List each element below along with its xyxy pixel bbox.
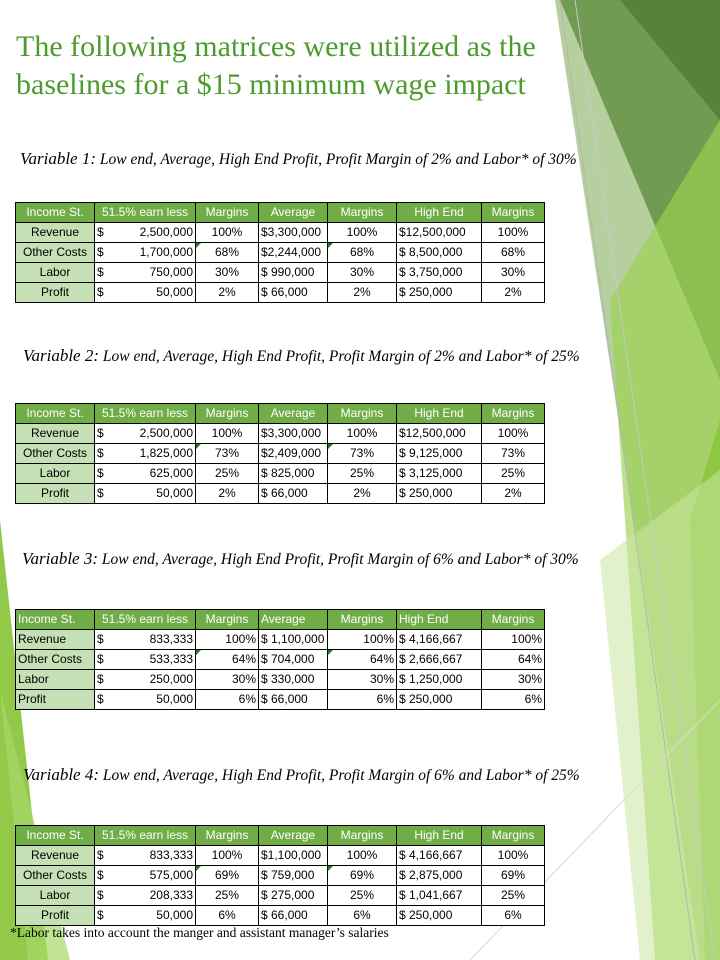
table-row [16, 484, 545, 504]
average-value: $ 1,100,000 [259, 630, 328, 650]
dollar-sign: $ [95, 670, 114, 690]
low-end-value: 1,700,000 [111, 243, 196, 263]
variable-2-heading [23, 346, 583, 367]
low-end-value: 575,000 [114, 866, 196, 886]
low-end-margin: 64% [196, 650, 259, 670]
header-margins: Margins [482, 404, 545, 424]
low-end-value: 833,333 [114, 630, 196, 650]
table-row [16, 906, 545, 926]
row-label: Profit [16, 906, 95, 926]
high-end-value: $ 250,000 [397, 283, 482, 303]
row-label: Revenue [16, 424, 95, 444]
low-end-value: 750,000 [111, 263, 196, 283]
header-margins: Margins [328, 826, 397, 846]
average-value: $ 275,000 [259, 886, 328, 906]
dollar-sign: $ [95, 243, 111, 263]
header-margins: Margins [196, 610, 259, 630]
variable-2-table [15, 403, 545, 504]
header-average: Average [259, 404, 328, 424]
high-end-margin: 73% [482, 444, 545, 464]
variable-4-heading [23, 765, 583, 786]
variable-1-table [15, 202, 545, 303]
dollar-sign: $ [95, 424, 111, 444]
average-value: $ 330,000 [259, 670, 328, 690]
row-label: Other Costs [16, 650, 95, 670]
header-income-statement: Income St. [16, 404, 95, 424]
high-end-value: $ 250,000 [397, 484, 482, 504]
dollar-sign: $ [95, 263, 111, 283]
header-low-end: 51.5% earn less [95, 203, 196, 223]
row-label: Revenue [16, 223, 95, 243]
high-end-value: $ 2,666,667 [397, 650, 482, 670]
high-end-value: $ 3,125,000 [397, 464, 482, 484]
header-margins: Margins [482, 203, 545, 223]
header-high-end: High End [397, 404, 482, 424]
average-margin: 64% [328, 650, 397, 670]
high-end-margin: 2% [482, 484, 545, 504]
row-label: Profit [16, 690, 95, 710]
table-row [16, 650, 545, 670]
high-end-value: $ 250,000 [397, 690, 482, 710]
row-label: Labor [16, 263, 95, 283]
high-end-margin: 6% [482, 690, 545, 710]
dollar-sign: $ [95, 846, 114, 866]
variable-2-lead: Variable 2: [23, 346, 100, 365]
average-margin: 100% [328, 223, 397, 243]
average-margin: 100% [328, 846, 397, 866]
table-row [16, 866, 545, 886]
average-margin: 2% [328, 283, 397, 303]
table-row [16, 846, 545, 866]
header-high-end: High End [397, 203, 482, 223]
table-row [16, 424, 545, 444]
high-end-margin: 100% [482, 630, 545, 650]
low-end-value: 833,333 [114, 846, 196, 866]
high-end-value: $ 4,166,667 [397, 630, 482, 650]
header-margins: Margins [196, 404, 259, 424]
high-end-margin: 69% [482, 866, 545, 886]
high-end-margin: 68% [482, 243, 545, 263]
table-row [16, 630, 545, 650]
low-end-margin: 30% [196, 263, 259, 283]
dollar-sign: $ [95, 484, 111, 504]
low-end-margin: 25% [196, 464, 259, 484]
low-end-margin: 2% [196, 283, 259, 303]
average-margin: 73% [328, 444, 397, 464]
table-row [16, 444, 545, 464]
low-end-value: 50,000 [111, 484, 196, 504]
row-label: Profit [16, 484, 95, 504]
average-margin: 30% [328, 263, 397, 283]
low-end-margin: 100% [196, 424, 259, 444]
header-income-statement: Income St. [16, 610, 95, 630]
variable-3-lead: Variable 3: [22, 549, 99, 568]
average-value: $ 66,000 [259, 283, 328, 303]
average-margin: 6% [328, 906, 397, 926]
header-income-statement: Income St. [16, 826, 95, 846]
row-label: Labor [16, 886, 95, 906]
variable-4-table [15, 825, 545, 926]
dollar-sign: $ [95, 650, 114, 670]
low-end-value: 625,000 [111, 464, 196, 484]
high-end-margin: 2% [482, 283, 545, 303]
header-income-statement: Income St. [16, 203, 95, 223]
high-end-margin: 30% [482, 263, 545, 283]
average-value: $2,409,000 [259, 444, 328, 464]
low-end-margin: 6% [196, 906, 259, 926]
low-end-margin: 25% [196, 886, 259, 906]
low-end-margin: 30% [196, 670, 259, 690]
high-end-margin: 30% [482, 670, 545, 690]
dollar-sign: $ [95, 906, 114, 926]
average-margin: 6% [328, 690, 397, 710]
header-margins: Margins [196, 826, 259, 846]
average-value: $ 704,000 [259, 650, 328, 670]
low-end-margin: 100% [196, 630, 259, 650]
header-high-end: High End [397, 610, 482, 630]
dollar-sign: $ [95, 886, 114, 906]
header-low-end: 51.5% earn less [95, 404, 196, 424]
dollar-sign: $ [95, 283, 111, 303]
header-average: Average [259, 203, 328, 223]
table-row [16, 243, 545, 263]
average-value: $3,300,000 [259, 223, 328, 243]
row-label: Labor [16, 464, 95, 484]
average-margin: 30% [328, 670, 397, 690]
average-value: $1,100,000 [259, 846, 328, 866]
average-margin: 2% [328, 484, 397, 504]
low-end-value: 50,000 [114, 690, 196, 710]
average-value: $3,300,000 [259, 424, 328, 444]
variable-4-lead: Variable 4: [23, 765, 100, 784]
low-end-margin: 2% [196, 484, 259, 504]
variable-1-heading [20, 149, 580, 170]
low-end-value: 533,333 [114, 650, 196, 670]
high-end-margin: 25% [482, 464, 545, 484]
row-label: Other Costs [16, 444, 95, 464]
table-header-row [16, 404, 545, 424]
dollar-sign: $ [95, 630, 114, 650]
dollar-sign: $ [95, 690, 114, 710]
header-low-end: 51.5% earn less [95, 610, 196, 630]
high-end-margin: 64% [482, 650, 545, 670]
high-end-value: $ 2,875,000 [397, 866, 482, 886]
low-end-margin: 73% [196, 444, 259, 464]
average-value: $ 66,000 [259, 906, 328, 926]
table-row [16, 283, 545, 303]
high-end-value: $ 250,000 [397, 906, 482, 926]
header-margins: Margins [328, 203, 397, 223]
header-low-end: 51.5% earn less [95, 826, 196, 846]
low-end-value: 2,500,000 [111, 424, 196, 444]
header-margins: Margins [196, 203, 259, 223]
row-label: Revenue [16, 846, 95, 866]
high-end-margin: 100% [482, 424, 545, 444]
average-margin: 100% [328, 424, 397, 444]
table-row [16, 670, 545, 690]
average-value: $ 825,000 [259, 464, 328, 484]
variable-3-description: Low end, Average, High End Profit, Profit Margin of 6% and Labor* of 30% [98, 551, 579, 568]
high-end-value: $ 3,750,000 [397, 263, 482, 283]
average-value: $ 66,000 [259, 484, 328, 504]
header-average: Average [259, 826, 328, 846]
low-end-margin: 68% [196, 243, 259, 263]
average-margin: 25% [328, 886, 397, 906]
table-header-row [16, 203, 545, 223]
average-value: $ 66,000 [259, 690, 328, 710]
low-end-value: 250,000 [114, 670, 196, 690]
row-label: Revenue [16, 630, 95, 650]
high-end-value: $ 4,166,667 [397, 846, 482, 866]
low-end-margin: 100% [196, 223, 259, 243]
high-end-value: $ 1,250,000 [397, 670, 482, 690]
average-margin: 68% [328, 243, 397, 263]
low-end-value: 50,000 [111, 283, 196, 303]
high-end-margin: 25% [482, 886, 545, 906]
high-end-value: $ 1,041,667 [397, 886, 482, 906]
table-row [16, 886, 545, 906]
low-end-margin: 69% [196, 866, 259, 886]
high-end-value: $12,500,000 [397, 424, 482, 444]
low-end-margin: 6% [196, 690, 259, 710]
average-margin: 100% [328, 630, 397, 650]
average-margin: 25% [328, 464, 397, 484]
variable-1-lead: Variable 1: [20, 149, 97, 168]
dollar-sign: $ [95, 464, 111, 484]
row-label: Other Costs [16, 243, 95, 263]
table-row [16, 690, 545, 710]
row-label: Other Costs [16, 866, 95, 886]
table-header-row [16, 826, 545, 846]
high-end-margin: 100% [482, 846, 545, 866]
high-end-margin: 100% [482, 223, 545, 243]
dollar-sign: $ [95, 866, 114, 886]
variable-4-description: Low end, Average, High End Profit, Profit Margin of 6% and Labor* of 25% [99, 767, 580, 784]
dollar-sign: $ [95, 444, 111, 464]
footnote: *Labor takes into account the manger and assistant manager’s salaries [10, 925, 389, 940]
variable-3-heading [22, 549, 582, 570]
header-margins: Margins [482, 610, 545, 630]
header-high-end: High End [397, 826, 482, 846]
low-end-value: 1,825,000 [111, 444, 196, 464]
variable-3-table [15, 609, 545, 710]
average-value: $ 990,000 [259, 263, 328, 283]
high-end-margin: 6% [482, 906, 545, 926]
row-label: Profit [16, 283, 95, 303]
table-header-row [16, 610, 545, 630]
header-margins: Margins [328, 610, 397, 630]
header-margins: Margins [328, 404, 397, 424]
low-end-margin: 100% [196, 846, 259, 866]
average-margin: 69% [328, 866, 397, 886]
high-end-value: $12,500,000 [397, 223, 482, 243]
low-end-value: 50,000 [114, 906, 196, 926]
dollar-sign: $ [95, 223, 111, 243]
variable-2-description: Low end, Average, High End Profit, Profit Margin of 2% and Labor* of 25% [99, 348, 580, 365]
header-margins: Margins [482, 826, 545, 846]
high-end-value: $ 8,500,000 [397, 243, 482, 263]
row-label: Labor [16, 670, 95, 690]
table-row [16, 464, 545, 484]
high-end-value: $ 9,125,000 [397, 444, 482, 464]
average-value: $ 759,000 [259, 866, 328, 886]
average-value: $2,244,000 [259, 243, 328, 263]
low-end-value: 2,500,000 [111, 223, 196, 243]
variable-1-description: Low end, Average, High End Profit, Profit Margin of 2% and Labor* of 30% [96, 151, 577, 168]
table-row [16, 263, 545, 283]
page-title: The following matrices were utilized as the baselines for a $15 minimum wage impact [16, 30, 536, 101]
header-average: Average [259, 610, 328, 630]
table-row [16, 223, 545, 243]
low-end-value: 208,333 [114, 886, 196, 906]
